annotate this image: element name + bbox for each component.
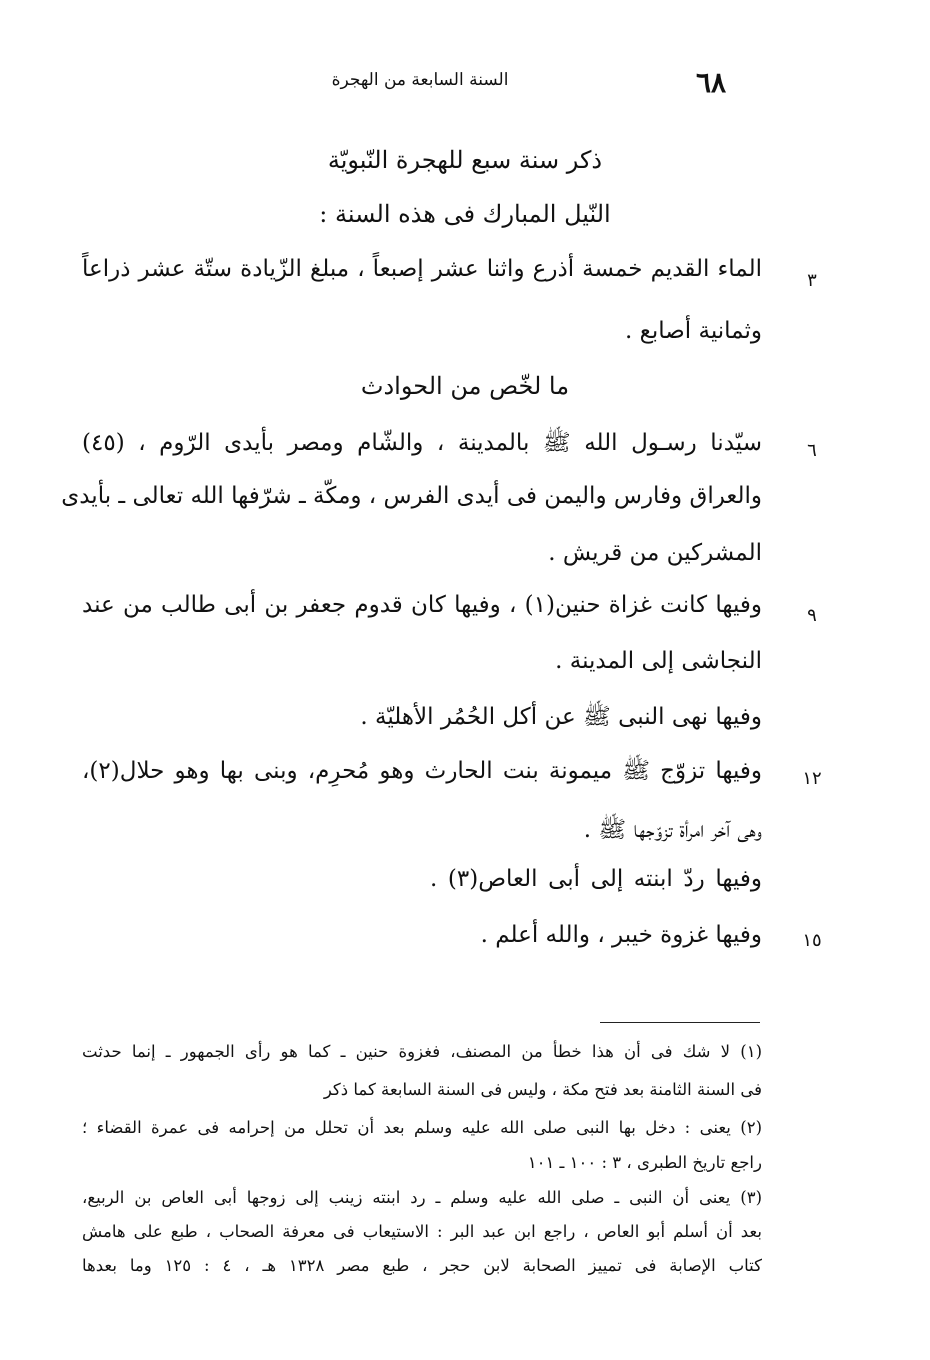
running-head: السنة السابعة من الهجرة [331, 70, 509, 90]
body-line: وفيها تزوّج ﷺ ميمونة بنت الحارث وهو مُحرِم، وبنى بها وهو حلال(٢)، [82, 758, 762, 784]
body-line: النجاشى إلى المدينة . [555, 648, 762, 674]
body-line: المشركين من قريش . [548, 540, 762, 566]
body-line: وهى آخر امرأة تزوّجها ﷺ . [583, 817, 762, 843]
line-number: ٩ [807, 605, 817, 626]
footnote-line: كتاب الإصابة فى تمييز الصحابة لابن حجر ، طبع مصر ١٣٢٨ هـ ، ٤ : ١٢٥ وما بعدها [82, 1256, 762, 1275]
body-line: وفيها ردّ ابنته إلى أبى العاص(٣) . [430, 866, 762, 892]
body-line: سيّدنا رسـول الله ﷺ بالمدينة ، والشّام ومصر بأيدى الرّوم ، (٤٥) [82, 430, 762, 456]
body-line: وفيها غزوة خيبر ، والله أعلم . [480, 922, 762, 948]
body-line: الماء القديم خمسة أذرع واثنا عشر إصبعاً ، مبلغ الزّيادة ستّة عشر ذراعاً [82, 256, 762, 282]
body-line: وثمانية أصابع . [625, 318, 762, 344]
page-number: ٦٨ [696, 66, 727, 99]
body-line: وفيها نهى النبى ﷺ عن أكل الحُمُر الأهليّة . [360, 704, 762, 730]
body-line: والعراق وفارس واليمن فى أيدى الفرس ، ومكّة ـ شرّفها الله تعالى ـ بأيدى [61, 483, 762, 509]
footnote-separator [600, 1022, 760, 1023]
events-heading: ما لخّص من الحوادث [360, 372, 570, 400]
section-title: ذكر سنة سبع للهجرة النّبويّة [327, 146, 603, 174]
footnote-line: (١) لا شك فى أن هذا خطأ من المصنف، فغزوة حنين ـ كما هو رأى الجمهور ـ إنما حدثت [82, 1042, 762, 1061]
line-number: ٣ [807, 270, 817, 291]
footnote-line: بعد أن أسلم أبو العاص ، راجع ابن عبد البر : الاستيعاب فى معرفة الصحاب ، طبع على هامش [82, 1222, 762, 1241]
body-line: وفيها كانت غزاة حنين(١) ، وفيها كان قدوم جعفر بن أبى طالب من عند [82, 592, 762, 618]
footnote-line: فى السنة الثامنة بعد فتح مكة ، وليس فى السنة السابعة كما ذكر [323, 1080, 762, 1099]
footnote-line: راجع تاريخ الطبرى ، ٣ : ١٠٠ ـ ١٠١ [527, 1153, 762, 1172]
footnote-line: (٣) يعنى أن النبى ـ صلى الله عليه وسلم ـ رد ابنته زينب إلى زوجها أبى العاص بن الربيع، [82, 1188, 762, 1207]
line-number: ١٢ [802, 768, 822, 789]
nile-heading: النّيل المبارك فى هذه السنة : [319, 200, 611, 228]
footnote-line: (٢) يعنى : دخل بها النبى صلى الله عليه وسلم بعد أن تحلل من إحرامه فى عمرة القضاء ؛ [82, 1118, 762, 1137]
line-number: ٦ [807, 440, 817, 461]
line-number: ١٥ [802, 930, 822, 951]
